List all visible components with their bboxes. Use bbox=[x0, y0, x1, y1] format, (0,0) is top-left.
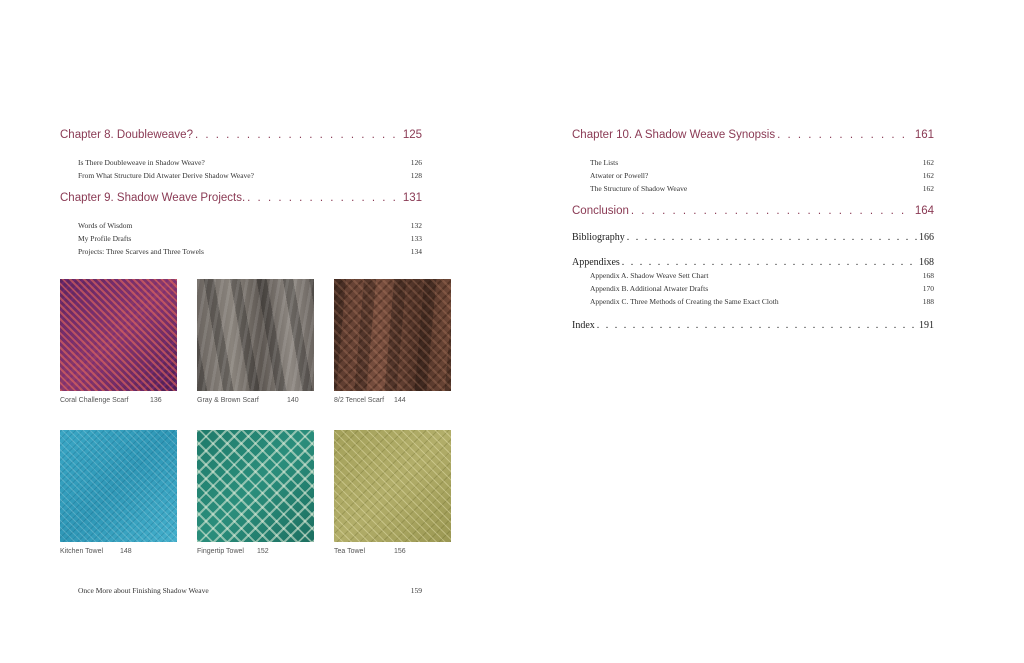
tencel-scarf-photo[interactable] bbox=[334, 279, 451, 391]
subentry-page: 188 bbox=[922, 297, 934, 306]
toc-entry-index[interactable] bbox=[572, 320, 934, 331]
toc-subentry[interactable] bbox=[78, 247, 422, 256]
toc-subentry[interactable] bbox=[590, 271, 934, 280]
subentry-label: Appendix C. Three Methods of Creating the Same Exact Cloth bbox=[590, 297, 779, 306]
entry-page: 168 bbox=[919, 257, 934, 268]
toc-subentry[interactable] bbox=[590, 171, 934, 180]
project-caption bbox=[334, 548, 406, 555]
fingertip-towel-photo[interactable] bbox=[197, 430, 314, 542]
toc-entry-chapter-9[interactable] bbox=[60, 192, 422, 204]
subentry-page: 132 bbox=[410, 221, 422, 230]
subentry-page: 162 bbox=[922, 184, 934, 193]
dot-leader bbox=[777, 129, 911, 141]
subentry-page: 170 bbox=[922, 284, 934, 293]
subentry-page: 159 bbox=[410, 586, 422, 595]
toc-subentry[interactable] bbox=[590, 297, 934, 306]
dot-leader bbox=[597, 320, 917, 331]
subentry-page: 128 bbox=[410, 171, 422, 180]
subentry-label: Once More about Finishing Shadow Weave bbox=[78, 586, 209, 595]
project-page: 148 bbox=[120, 548, 132, 555]
entry-page: 191 bbox=[919, 320, 934, 331]
subentry-page: 126 bbox=[410, 158, 422, 167]
subentry-label: Projects: Three Scarves and Three Towels bbox=[78, 247, 204, 256]
dot-leader bbox=[631, 205, 911, 217]
subentry-label: Words of Wisdom bbox=[78, 221, 133, 230]
subentry-label: My Profile Drafts bbox=[78, 234, 132, 243]
dot-leader bbox=[627, 232, 917, 243]
project-page: 152 bbox=[257, 548, 269, 555]
project-caption bbox=[197, 548, 269, 555]
project-page: 144 bbox=[394, 397, 406, 404]
chapter-title: Chapter 8. Doubleweave? bbox=[60, 129, 193, 141]
project-page: 140 bbox=[287, 397, 299, 404]
project-page: 156 bbox=[394, 548, 406, 555]
toc-entry-chapter-8[interactable] bbox=[60, 129, 422, 141]
subentry-label: Atwater or Powell? bbox=[590, 171, 649, 180]
chapter-title: Chapter 9. Shadow Weave Projects. bbox=[60, 192, 246, 204]
toc-subentry[interactable] bbox=[590, 284, 934, 293]
toc-entry-conclusion[interactable] bbox=[572, 205, 934, 217]
dot-leader bbox=[195, 129, 399, 141]
project-name: Fingertip Towel bbox=[197, 548, 244, 555]
subentry-label: From What Structure Did Atwater Derive Shadow Weave? bbox=[78, 171, 254, 180]
toc-entry-appendixes[interactable] bbox=[572, 257, 934, 268]
dot-leader bbox=[247, 192, 399, 204]
subentry-page: 134 bbox=[410, 247, 422, 256]
project-page: 136 bbox=[150, 397, 162, 404]
toc-subentry[interactable] bbox=[78, 171, 422, 180]
gray-brown-scarf-photo[interactable] bbox=[197, 279, 314, 391]
subentry-page: 133 bbox=[410, 234, 422, 243]
project-name: Coral Challenge Scarf bbox=[60, 397, 129, 404]
subentry-label: The Structure of Shadow Weave bbox=[590, 184, 688, 193]
right-page bbox=[512, 0, 1024, 663]
project-caption bbox=[197, 397, 299, 404]
project-caption bbox=[334, 397, 406, 404]
subentry-label: Is There Doubleweave in Shadow Weave? bbox=[78, 158, 205, 167]
chapter-title: Chapter 10. A Shadow Weave Synopsis bbox=[572, 129, 776, 141]
subentry-label: The Lists bbox=[590, 158, 619, 167]
entry-title: Bibliography bbox=[572, 232, 625, 243]
subentry-label: Appendix A. Shadow Weave Sett Chart bbox=[590, 271, 709, 280]
subentry-page: 162 bbox=[922, 171, 934, 180]
chapter-title: Conclusion bbox=[572, 205, 629, 217]
toc-subentry[interactable] bbox=[78, 158, 422, 167]
toc-subentry[interactable] bbox=[590, 158, 934, 167]
toc-entry-bibliography[interactable] bbox=[572, 232, 934, 243]
chapter-page: 161 bbox=[914, 129, 934, 141]
toc-subentry-finishing[interactable] bbox=[78, 586, 422, 595]
project-caption bbox=[60, 548, 132, 555]
tea-towel-photo[interactable] bbox=[334, 430, 451, 542]
subentry-label: Appendix B. Additional Atwater Drafts bbox=[590, 284, 709, 293]
dot-leader bbox=[622, 257, 917, 268]
toc-entry-chapter-10[interactable] bbox=[572, 129, 934, 141]
project-name: 8/2 Tencel Scarf bbox=[334, 397, 385, 404]
project-name: Tea Towel bbox=[334, 548, 366, 555]
project-name: Gray & Brown Scarf bbox=[197, 397, 259, 404]
entry-title: Appendixes bbox=[572, 257, 620, 268]
entry-title: Index bbox=[572, 320, 595, 331]
toc-subentry[interactable] bbox=[590, 184, 934, 193]
subentry-page: 168 bbox=[922, 271, 934, 280]
entry-page: 166 bbox=[919, 232, 934, 243]
subentry-page: 162 bbox=[922, 158, 934, 167]
chapter-page: 131 bbox=[402, 192, 422, 204]
toc-subentry[interactable] bbox=[78, 234, 422, 243]
chapter-page: 164 bbox=[914, 205, 934, 217]
toc-subentry[interactable] bbox=[78, 221, 422, 230]
coral-scarf-photo[interactable] bbox=[60, 279, 177, 391]
kitchen-towel-photo[interactable] bbox=[60, 430, 177, 542]
project-name: Kitchen Towel bbox=[60, 548, 104, 555]
chapter-page: 125 bbox=[402, 129, 422, 141]
project-caption bbox=[60, 397, 162, 404]
